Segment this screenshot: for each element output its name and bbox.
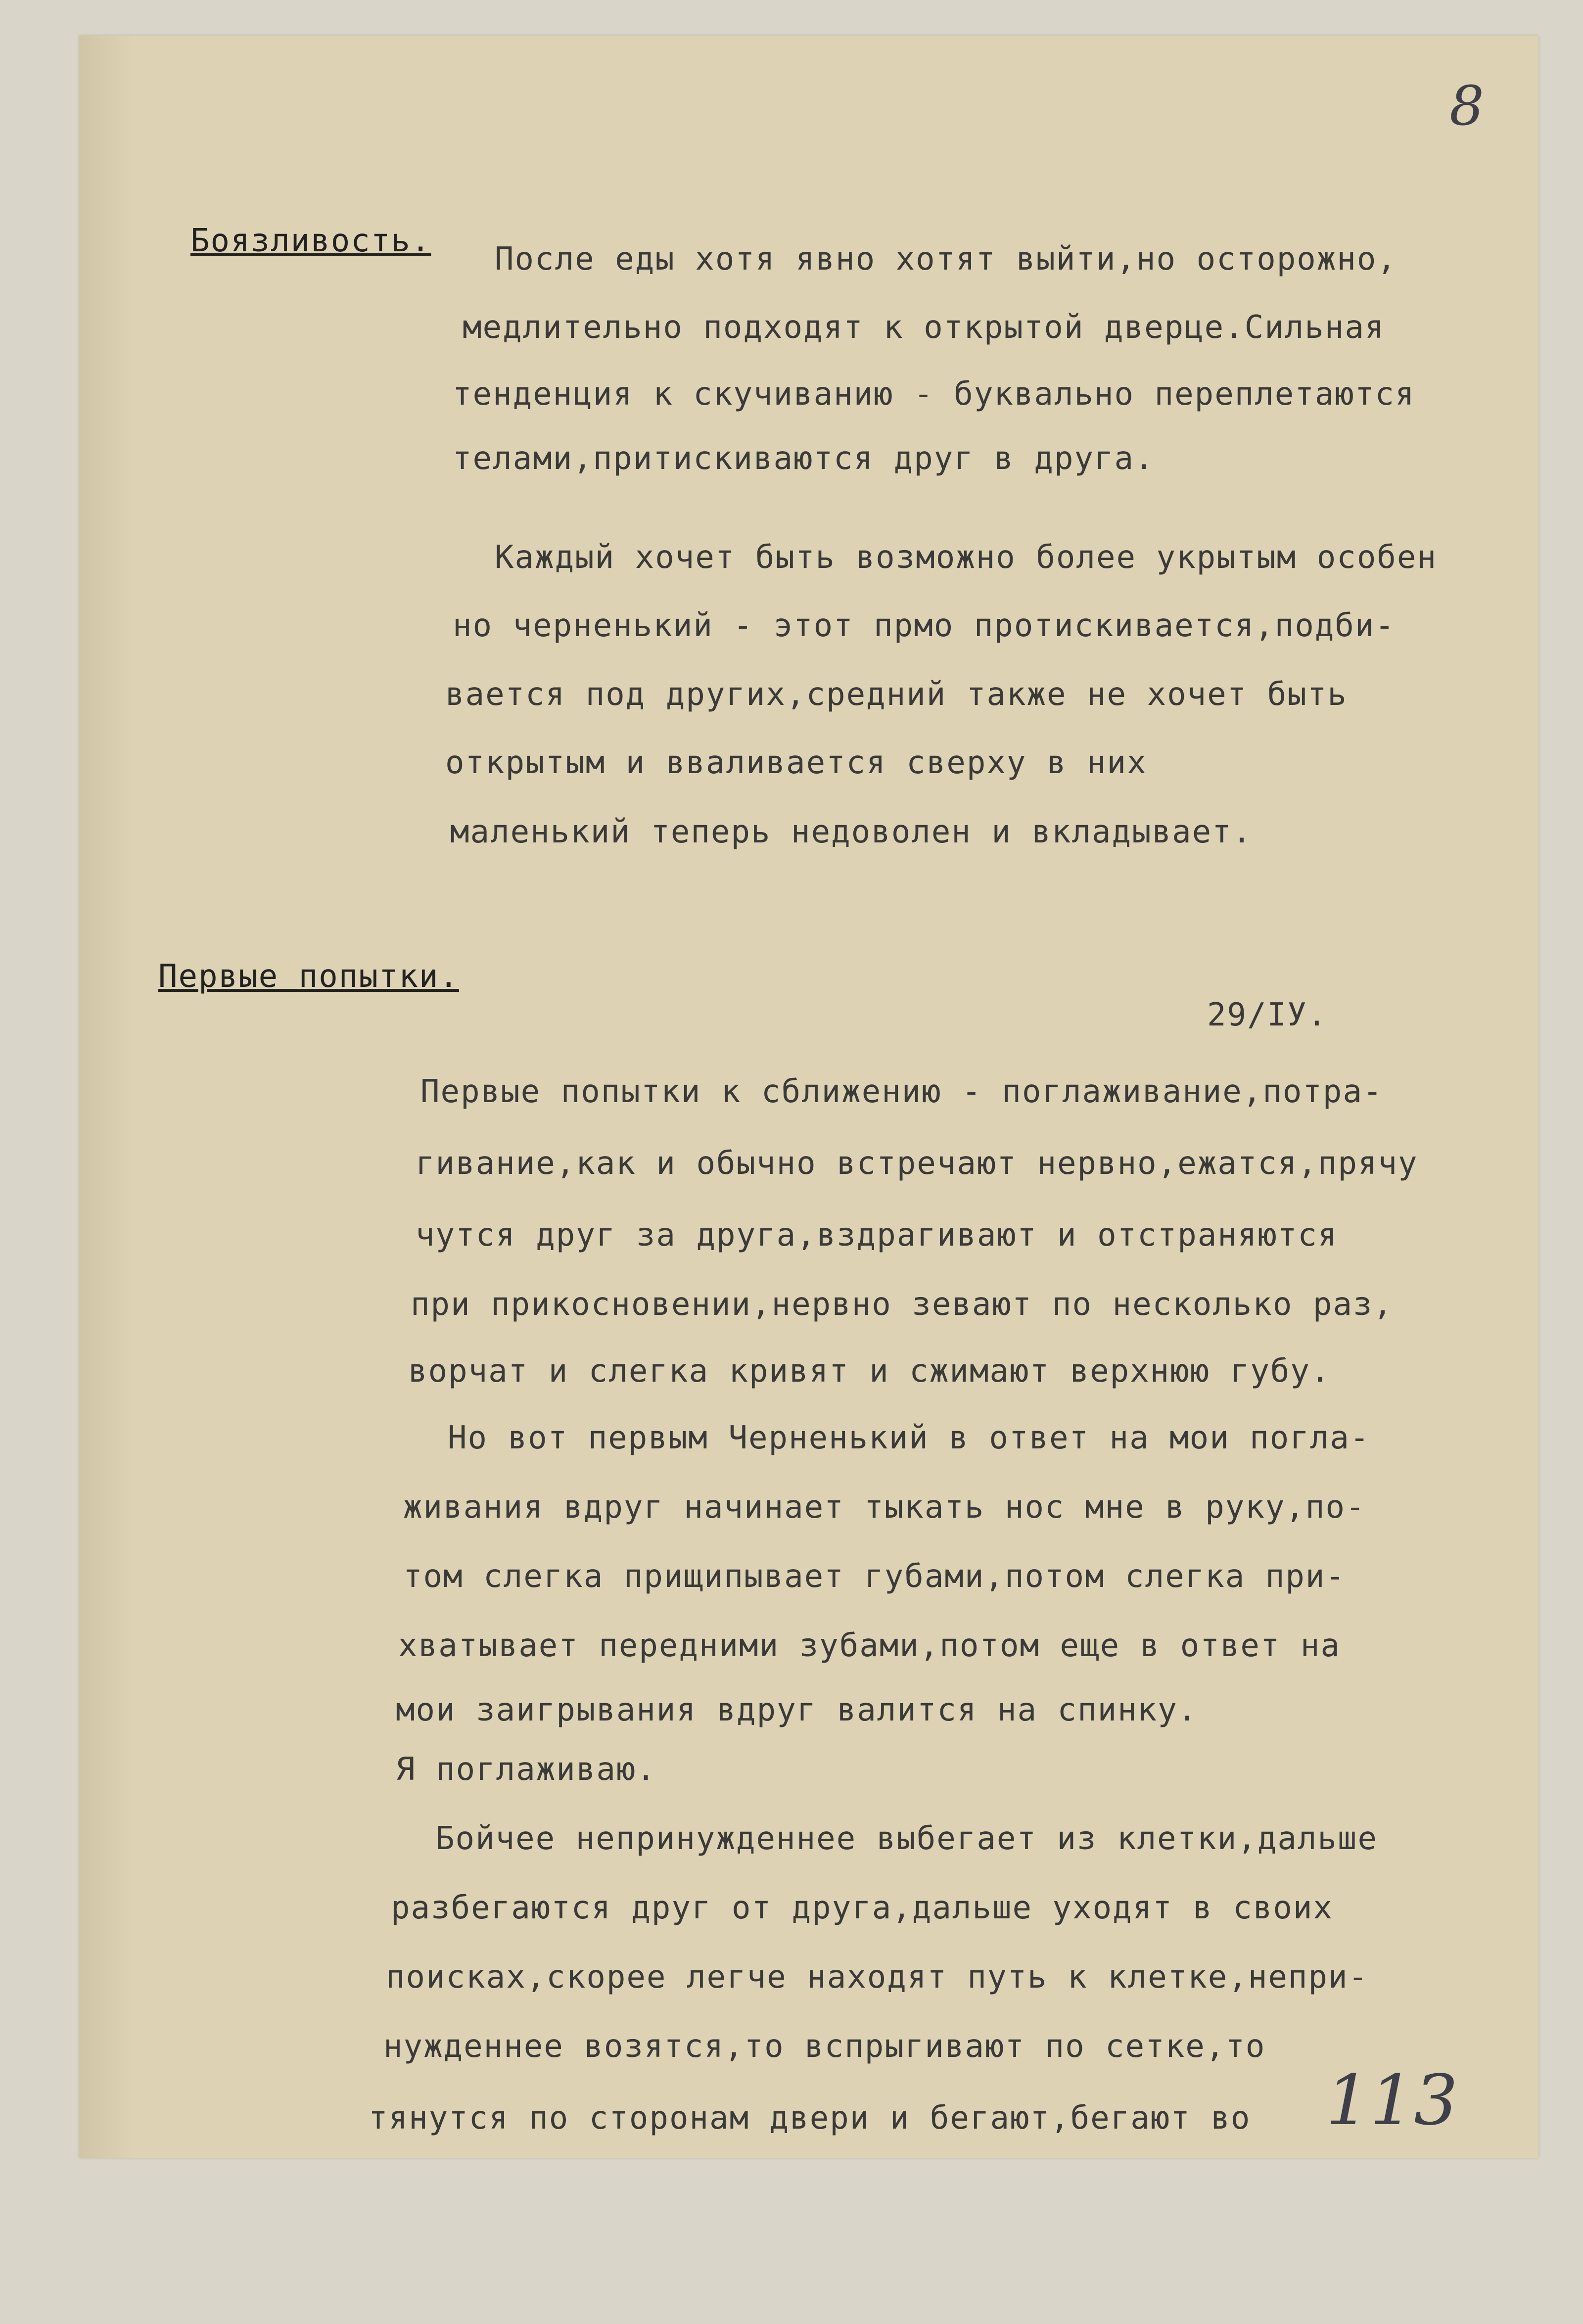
text-line: разбегаются друг от друга,дальше уходят в своих	[391, 1890, 1333, 1926]
text-line: После еды хотя явно хотят выйти,но осторожно,	[495, 241, 1397, 278]
page-number: 8	[1449, 74, 1484, 138]
text-line: медлительно подходят к открытой дверце.Сильная	[463, 309, 1385, 346]
text-line: маленький теперь недоволен и вкладывает.	[450, 814, 1253, 850]
text-line: но черненький - этот прмо протискивается,подби-	[453, 607, 1395, 644]
text-line: том слегка прищипывает губами,потом слегка при-	[403, 1558, 1346, 1595]
text-line: чутся друг за друга,вздрагивают и отстраняются	[416, 1217, 1338, 1254]
text-line: Бойчее непринужденнее выбегает из клетки,дальше	[435, 1820, 1378, 1857]
text-line: ворчат и слегка кривят и сжимают верхнюю губу.	[408, 1353, 1331, 1390]
text-line: Но вот первым Черненький в ответ на мои погла-	[448, 1420, 1370, 1456]
text-line: хватывает передними зубами,потом еще в ответ на	[398, 1627, 1341, 1664]
text-line: Каждый хочет быть возможно более укрытым особен	[495, 539, 1437, 576]
section-heading-timidity: Боязливость.	[190, 223, 431, 259]
text-line: тянутся по сторонам двери и бегают,бегают во	[369, 2100, 1251, 2137]
text-line: гивание,как и обычно встречают нервно,ежатся,прячу	[416, 1145, 1418, 1182]
text-line: открытым и вваливается сверху в них	[445, 744, 1147, 781]
text-line: при прикосновении,нервно зевают по несколько раз,	[411, 1286, 1394, 1323]
section-heading-first-attempts: Первые попытки.	[158, 958, 459, 995]
text-line: нужденнее возятся,то вспрыгивают по сетке,то	[383, 2028, 1266, 2065]
text-line: Первые попытки к сближению - поглаживание,потра-	[420, 1073, 1383, 1110]
entry-date: 29/IУ.	[1207, 997, 1328, 1033]
text-line: мои заигрывания вдруг валится на спинку.	[396, 1692, 1198, 1728]
text-line: живания вдруг начинает тыкать нос мне в руку,по-	[403, 1489, 1366, 1526]
text-line: Я поглаживаю.	[396, 1751, 656, 1788]
page-edge	[79, 36, 134, 2158]
text-line: поисках,скорее легче находят путь к клетке,непри-	[386, 1959, 1369, 1996]
archive-number: 113	[1326, 2060, 1458, 2141]
text-line: вается под других,средний также не хочет быть	[445, 676, 1348, 713]
text-line: тенденция к скучиванию - буквально переплетаются	[453, 376, 1415, 413]
text-line: телами,притискиваются друг в друга.	[453, 440, 1155, 477]
